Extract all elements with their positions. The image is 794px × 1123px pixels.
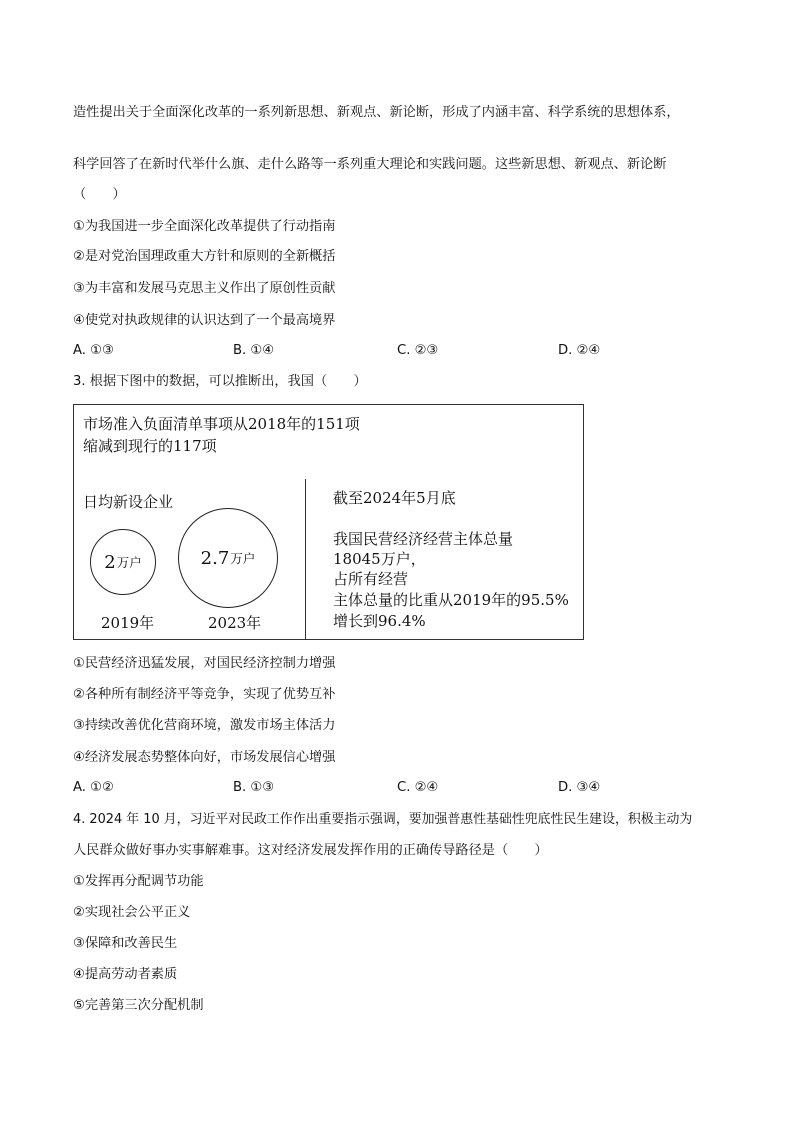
- figure-divider: [305, 479, 306, 639]
- intro-line-1: 造性提出关于全面深化改革的一系列新思想、新观点、新论断，形成了内涵丰富、科学系统的思想体系，: [73, 105, 680, 120]
- circle-2019-year: 2019年: [101, 614, 155, 632]
- q4-statement-1: ①发挥再分配调节功能: [73, 874, 204, 889]
- q3-statement-3: ③持续改善优化营商环境，激发市场主体活力: [73, 718, 336, 733]
- q2-option-c[interactable]: C. ②③: [397, 343, 439, 358]
- figure-left-title: 日均新设企业: [83, 493, 174, 511]
- q3-figure: [73, 404, 584, 640]
- figure-right-line-3: 占所有经营: [333, 570, 409, 588]
- q2-statement-2: ②是对党治国理政重大方针和原则的全新概括: [73, 249, 336, 264]
- q4-statement-2: ②实现社会公平正义: [73, 905, 191, 920]
- circle-2019: [90, 529, 156, 595]
- circle-2019-unit: 万户: [116, 555, 142, 570]
- q4-stem-line-2: 人民群众做好事办实事解难事。这对经济发展发挥作用的正确传导路径是（ ）: [73, 843, 548, 858]
- q2-statement-1: ①为我国进一步全面深化改革提供了行动指南: [73, 219, 336, 234]
- q2-statement-3: ③为丰富和发展马克思主义作出了原创性贡献: [73, 281, 336, 296]
- circle-2019-value: 2: [104, 551, 116, 573]
- q2-option-b[interactable]: B. ①④: [233, 343, 275, 358]
- q2-option-d[interactable]: D. ②④: [558, 343, 601, 358]
- figure-right-line-5: 增长到96.4%: [333, 612, 426, 630]
- q3-stem: 3. 根据下图中的数据，可以推断出，我国（ ）: [73, 374, 367, 389]
- q3-option-c[interactable]: C. ②④: [397, 780, 439, 795]
- circle-2023: [178, 508, 278, 608]
- figure-top-line-1: 市场准入负面清单事项从2018年的151项: [83, 415, 360, 433]
- intro-line-3: （ ）: [73, 187, 126, 202]
- circle-2023-year: 2023年: [208, 614, 262, 632]
- q4-statement-3: ③保障和改善民生: [73, 936, 178, 951]
- intro-line-2: 科学回答了在新时代举什么旗、走什么路等一系列重大理论和实践问题。这些新思想、新观点、新论断: [73, 157, 667, 172]
- figure-top-line-2: 缩减到现行的117项: [83, 437, 217, 455]
- q3-option-d[interactable]: D. ③④: [558, 780, 601, 795]
- q3-statement-1: ①民营经济迅猛发展，对国民经济控制力增强: [73, 656, 336, 671]
- q4-statement-5: ⑤完善第三次分配机制: [73, 998, 204, 1013]
- q3-statement-2: ②各种所有制经济平等竞争，实现了优势互补: [73, 687, 336, 702]
- figure-right-line-2: 18045万户，: [333, 550, 426, 568]
- figure-right-title: 截至2024年5月底: [333, 489, 456, 507]
- q4-statement-4: ④提高劳动者素质: [73, 967, 178, 982]
- figure-right-line-4: 主体总量的比重从2019年的95.5%: [333, 591, 569, 609]
- circle-2023-unit: 万户: [230, 551, 256, 566]
- q2-statement-4: ④使党对执政规律的认识达到了一个最高境界: [73, 313, 336, 328]
- q3-option-b[interactable]: B. ①③: [233, 780, 275, 795]
- q2-option-a[interactable]: A. ①③: [73, 343, 114, 358]
- q4-stem-line-1: 4. 2024 年 10 月，习近平对民政工作作出重要指示强调，要加强普惠性基础性兜底性民生建设，积极主动为: [73, 812, 693, 827]
- circle-2023-value: 2.7: [200, 547, 230, 569]
- q3-option-a[interactable]: A. ①②: [73, 780, 114, 795]
- q3-statement-4: ④经济发展态势整体向好，市场发展信心增强: [73, 750, 336, 765]
- figure-right-line-1: 我国民营经济经营主体总量: [333, 530, 514, 548]
